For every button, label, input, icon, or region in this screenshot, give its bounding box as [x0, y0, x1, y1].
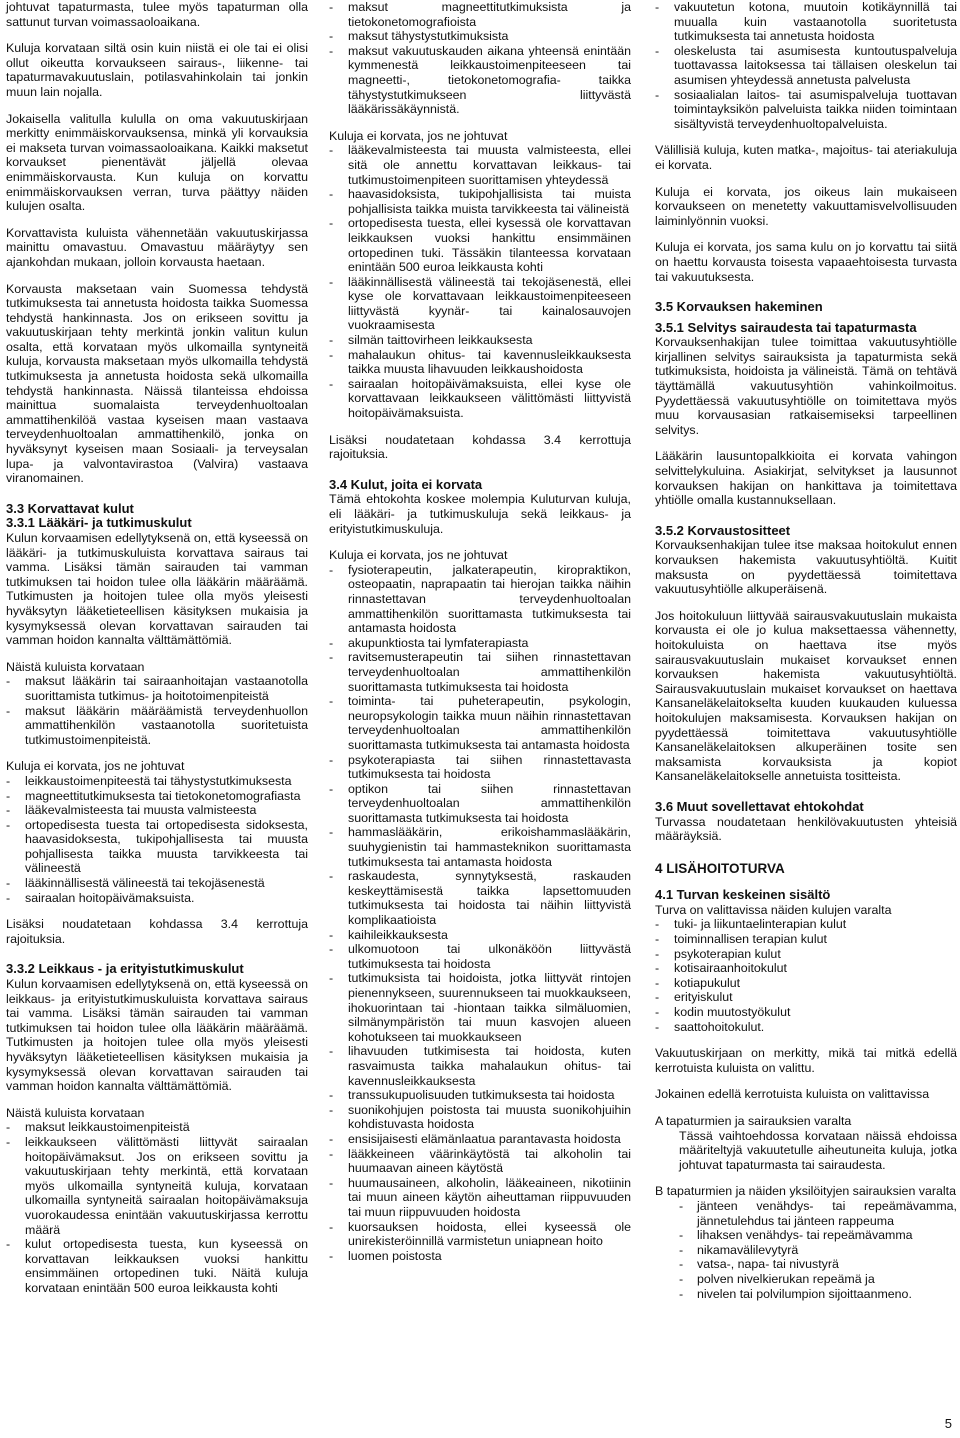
list-item: - jänteen venähdys- tai repeämävamma, jännetulehdus tai jänteen rappeuma [655, 1199, 957, 1228]
list-item: - nikamavälilevytyrä [655, 1243, 957, 1258]
list-item: - oleskelusta tai asumisesta kuntoutuspalveluja tuottavassa laitoksessa tai tällaisen oleskelun tai asumisen yhteydessä annetusta palvelusta [655, 44, 957, 88]
list-item: - toiminnallisen terapian kulut [655, 932, 957, 947]
paragraph: Korvattavista kuluista vähennetään vakuutuskirjassa mainittu omavastuu. Omavastuu määräytyy sen ajankohdan mukaan, jolloin korvausta haetaan. [6, 225, 308, 269]
list-item: - raskaudesta, synnytyksestä, raskauden keskeyttämisestä taikka lapsettomuuden tutkimuksesta tai hoidosta tai näihin liittyvistä komplikaatioista [329, 869, 631, 927]
list-item: - kuorsauksen hoidosta, ellei kyseessä ole unirekisteröinnillä varmistetun uniapnean hoito [329, 1220, 631, 1249]
paragraph: Kuluja ei korvata, jos ne johtuvat [6, 759, 185, 774]
section-heading-3-3: 3.3 Korvattavat kulut [6, 500, 134, 516]
paragraph: Jos hoitokuluun liittyvää sairausvakuutuslain mukaista korvausta ei ole jo kulua maksettaessa vähennetty, hoitokuluista on haettava itse myös sairausvakuutuslain mukaiset korvaukset ennen korvauksen hakemista vakuutusyhtiöltä. Sairausvakuutuslain mukaiset korvaukset on haettava Kansaneläkelaitokselta kuuden kuukauden kuluessa hoitokulujen maksamisesta. Korvauksen hakijan on pyydettäessä toimitettava vakuutusyhtiölle Kansaneläkelaitoksen alkuperäinen tosite sen maksamista korvauksista ja kopiot Kansaneläkelaitokselle annetuista tositteista. [655, 608, 957, 784]
list-item: - sairaalan hoitopäivämaksuista, ellei kyse ole korvattavaan leikkaukseen välittömästi liittyvistä hoitopäivämaksuista. [329, 377, 631, 421]
list-item: - sosiaalialan laitos- tai asumispalveluja tuottavan toimintayksikön palveluista taikka niiden toimintaan sisältyvistä terveydenhuoltopalveluista. [655, 88, 957, 132]
bullet-list [6, 1120, 308, 1295]
column-right [655, 0, 957, 1313]
paragraph: Näistä kuluista korvataan [6, 1105, 145, 1120]
list-item: - lääkevalmisteesta tai muusta valmisteesta [6, 803, 308, 818]
section-heading-3-3-2: 3.3.2 Leikkaus - ja erityistutkimuskulut [6, 961, 244, 977]
bullet-list [329, 0, 631, 117]
paragraph: Korvauksenhakijan tulee itse maksaa hoitokulut ennen korvauksen hakemista vakuutusyhtiöltä. Kuitit maksusta on pyydettäessä toimitettava vakuutusyhtiölle alkuperäisenä. [655, 538, 957, 597]
bullet-list [6, 774, 308, 905]
bullet-list [655, 917, 957, 1034]
paragraph: Jokainen edellä kerrotuista kuluista on valittavissa [655, 1087, 930, 1102]
list-item: - lihavuuden tutkimisesta tai hoidosta, kuten rasvaimusta taikka mahalaukun ohitus- tai kavennusleikkauksesta [329, 1044, 631, 1088]
list-item: - toiminta- tai puheterapeutin, psykologin, neuropsykologin taikka muun näihin rinnastettavan terveydenhuoltoalan ammattihenkilön suorittamasta tutkimuksesta tai antamasta hoidosta [329, 694, 631, 752]
list-item: - hammaslääkärin, erikoishammaslääkärin, suuhygienistin tai hammasteknikon suorittamasta tutkimuksesta tai antamasta hoidosta [329, 825, 631, 869]
list-item: - haavasidoksista, tukipohjallisista tai muista pohjallisista taikka muista tarvikkeesta tai välineistä [329, 187, 631, 216]
paragraph-indented: Tässä vaihtoehdossa korvataan näissä ehdoissa määriteltyjä vakuutetulle aiheutuneita kuluja, jotka johtuvat tapaturmasta tai sairaudesta. [679, 1128, 957, 1172]
list-item: - silmän taittovirheen leikkauksesta [329, 333, 631, 348]
list-item: - saattohoitokulut. [655, 1020, 957, 1035]
paragraph: Välillisiä kuluja, kuten matka-, majoitus- tai ateriakuluja ei korvata. [655, 143, 957, 172]
list-item: - kotiapukulut [655, 976, 957, 991]
list-item: - vatsa-, napa- tai nivustyrä [655, 1257, 957, 1272]
list-item: - erityiskulut [655, 990, 957, 1005]
list-item: - transsukupuolisuuden tutkimuksesta tai hoidosta [329, 1088, 631, 1103]
list-item: - huumausaineen, alkoholin, lääkeaineen, nikotiinin tai muun aineen käytön aiheuttaman riippuvuuden tai muun riippuvuuden hoidosta [329, 1176, 631, 1220]
list-item: - lääkkeineen väärinkäytöstä tai alkoholin tai huumaavan aineen käytöstä [329, 1147, 631, 1176]
paragraph: Kuluja ei korvata, jos ne johtuvat [329, 128, 508, 143]
list-item: - kulut ortopedisesta tuesta, kun kyseessä on korvattavan leikkauksen vuoksi hankittu ensimmäinen ortopedinen tuki. Näitä kuluja korvataan enintään 500 euroa leikkausta kohti [6, 1237, 308, 1295]
list-item: - leikkaukseen välittömästi liittyvät sairaalan hoitopäivämaksut. Jos on erikseen sovittu ja vakuutuskirjaan tehty merkintä, että korvataan myös ulkomailla syntyneitä kuluja, korvataan ulkomailla syntyneitä sairaalan hoitopäivämaksuja vuorokaudessa enintään vakuutuskirjassa kerrottu määrä [6, 1135, 308, 1237]
list-item: - kodin muutostyökulut [655, 1005, 957, 1020]
list-item: - maksut lääkärin määräämistä terveydenhuollon ammattihenkilön vastaanotolla suoritetuista tutkimustoimenpiteistä. [6, 704, 308, 748]
list-item: - ensisijaisesti elämänlaatua parantavasta hoidosta [329, 1132, 631, 1147]
list-item: - luomen poistosta [329, 1249, 631, 1264]
list-item: - tuki- ja liikuntaelinterapian kulut [655, 917, 957, 932]
list-item: - magneettitutkimuksesta tai tietokonetomografiasta [6, 789, 308, 804]
list-item: - suonikohjujen poistosta tai muusta suonikohjuihin kohdistuvasta hoidosta [329, 1103, 631, 1132]
section-heading-3-4: 3.4 Kulut, joita ei korvata [329, 476, 483, 492]
list-item: - maksut vakuutuskauden aikana yhteensä enintään kymmenestä leikkaustoimenpiteeseen tai magneetti-, tietokonetomografia- taikka tähystystutkimukseen liittyvästä lääkärissäkäynnistä. [329, 44, 631, 117]
list-item: - lääkinnällisestä välineestä tai tekojäsenestä, ellei kyse ole korvattavaan leikkaustoimenpiteeseen liittyvästä kyynär- tai kainalosauvojen vuokraamisesta [329, 275, 631, 333]
section-heading-3-5-1: 3.5.1 Selvitys sairaudesta tai tapaturmasta [655, 319, 917, 335]
section-heading-3-3-1: 3.3.1 Lääkäri- ja tutkimuskulut [6, 515, 192, 531]
list-item: - vakuutetun kotona, muutoin kotikäynnillä tai muualla kuin vastaanotolla suoritetusta tutkimuksesta tai annetusta hoidosta [655, 0, 957, 44]
paragraph: Kuluja korvataan siltä osin kuin niistä ei ole tai ei olisi ollut oikeutta korvaukseen sairaus-, liikenne- tai tapaturmavakuutuslain, potilasvahinkolain tai jonkin muun lain nojalla. [6, 41, 308, 99]
bullet-list [655, 0, 957, 131]
paragraph: Kulun korvaamisen edellytyksenä on, että kyseessä on leikkaus- ja erityistutkimuskuluista korvattava sairaus tai vamma. Lisäksi tämän sairauden tai vamman tutkimuksen tai hoidon tulee olla lääkärin määräämä. Tutkimusten ja hoitojen tulee olla myös yleisesti hyväksytyn lääketieteellisen käsityksen mukaisia ja kysymyksessä olevan korvattavan sairauden tai vamman hoidon kannalta välttämättömiä. [6, 977, 308, 1094]
paragraph: Lääkärin lausuntopalkkioita ei korvata vahingon selvittelykuluina. Asiakirjat, selvitykset ja lausunnot korvauksen hakijan on hankittava ja toimitettava yhtiölle omalla kustannuksellaan. [655, 449, 957, 508]
list-item: - lihaksen venähdys- tai repeämävamma [655, 1228, 957, 1243]
list-item: - sairaalan hoitopäivämaksuista. [6, 891, 308, 906]
list-item: - ortopedisesta tuesta tai ortopedisesta sidoksesta, haavasidoksesta, tukipohjallisesta tai muusta pohjallisesta taikka muusta tarvikkeesta tai välineestä [6, 818, 308, 876]
paragraph: Jokaisella valitulla kululla on oma vakuutuskirjaan merkitty enimmäiskorvauksensa, minkä yli korvauksia ei makseta turvan voimassaoloaikana. Kaikki maksetut korvaukset pienentävät jäljellä olevaa enimmäiskorvausta. Kun kuluja on korvattu enimmäiskorvauksen verran, turva päättyy näiden kulujen osalta. [6, 111, 308, 214]
page-number: 5 [944, 1416, 952, 1432]
chapter-heading-4: 4 LISÄHOITOTURVA [655, 860, 785, 876]
section-heading-3-5: 3.5 Korvauksen hakeminen [655, 299, 823, 315]
list-item: - tutkimuksista tai hoidoista, jotka liittyvät rintojen pienennykseen, suurennukseen tai muokkaukseen, ihokuorintaan tai -hiontaan taikka silmäluomien, silmänympäristön tai muun kasvojen alueen kohotukseen tai muokkaukseen [329, 971, 631, 1044]
section-heading-3-5-2: 3.5.2 Korvaustositteet [655, 522, 791, 538]
paragraph: Turvassa noudatetaan henkilövakuutusten yhteisiä määräyksiä. [655, 814, 957, 844]
list-item: - lääkevalmisteesta tai muusta valmisteesta, ellei sitä ole annettu korvattavan leikkaus- tai tutkimustoimenpiteen suorittamisen yhteydessä [329, 143, 631, 187]
list-item: - ulkomuotoon tai ulkonäköön liittyvästä tutkimuksesta tai hoidosta [329, 942, 631, 971]
list-item: - optikon tai siihen rinnastettavan terveydenhuoltoalan ammattihenkilön suorittamasta tutkimuksesta tai hoidosta [329, 782, 631, 826]
list-item: - maksut leikkaustoimenpiteistä [6, 1120, 308, 1135]
paragraph: Lisäksi noudatetaan kohdassa 3.4 kerrottuja rajoituksia. [329, 432, 631, 462]
section-heading-3-6: 3.6 Muut sovellettavat ehtokohdat [655, 798, 864, 814]
bullet-list [655, 1199, 957, 1301]
paragraph: Näistä kuluista korvataan [6, 659, 145, 674]
paragraph: Kuluja ei korvata, jos oikeus lain mukaiseen korvaukseen on menetetty vakuuttamisvelvollisuuden laiminlyönnin vuoksi. [655, 184, 957, 228]
list-item: - psykoterapian kulut [655, 947, 957, 962]
section-heading-4-1: 4.1 Turvan keskeinen sisältö [655, 887, 831, 903]
list-item: - akupunktiosta tai lymfaterapiasta [329, 636, 631, 651]
paragraph: Kuluja ei korvata, jos sama kulu on jo korvattu tai siitä on haettu korvausta toisesta vapaaehtoisesta turvasta tai vakuutuksesta. [655, 240, 957, 284]
paragraph: Korvauksenhakijan tulee toimittaa vakuutusyhtiölle kirjallinen selvitys sairauksista ja tapaturmista sekä tutkimuksista, hoidoista ja välineistä. Tämä on tehtävä täyttämällä vakuutusyhtiön vahinkoilmoitus. Pyydettäessä vakuutusyhtiölle on toimitettava myös muu korvausasian ratkaisemiseksi tarpeellinen selvitys. [655, 335, 957, 437]
list-item: - mahalaukun ohitus- tai kavennusleikkauksesta taikka muusta lihavuuden leikkaushoidosta [329, 348, 631, 377]
paragraph: B tapaturmien ja näiden yksilöityjen sairauksien varalta [655, 1184, 956, 1199]
list-item: - lääkinnällisestä välineestä tai tekojäsenestä [6, 876, 308, 891]
list-item: - maksut tähystystutkimuksista [329, 29, 631, 44]
list-item: - psykoterapiasta tai siihen rinnastettavasta tutkimuksesta tai hoidosta [329, 753, 631, 782]
list-item: - nivelen tai polvilumpion sijoittaanmeno. [655, 1287, 957, 1302]
list-item: - kaihileikkauksesta [329, 928, 631, 943]
paragraph: johtuvat tapaturmasta, tulee myös tapaturman olla sattunut turvan voimassaoloaikana. [6, 0, 308, 29]
list-item: - kotisairaanhoitokulut [655, 961, 957, 976]
paragraph: A tapaturmien ja sairauksien varalta [655, 1114, 852, 1128]
bullet-list [329, 143, 631, 420]
list-item: - fysioterapeutin, jalkaterapeutin, kiropraktikon, osteopaatin, naprapaatin tai hierojan taikka näihin rinnastettavan terveydenhuoltoalan ammattihenkilön suorittamasta tutkimuksesta tai antamasta hoidosta [329, 563, 631, 636]
paragraph: Turva on valittavissa näiden kulujen varalta [655, 902, 892, 917]
list-item: - polven nivelkierukan repeämä ja [655, 1272, 957, 1287]
column-middle [329, 0, 631, 1275]
list-item: - ravitsemusterapeutin tai siihen rinnastettavan terveydenhuoltoalan ammattihenkilön suorittamasta tutkimuksesta tai hoidosta [329, 650, 631, 694]
paragraph: Kuluja ei korvata, jos ne johtuvat [329, 548, 508, 563]
bullet-list [329, 563, 631, 1264]
list-item: - maksut magneettitutkimuksista ja tietokonetomografioista [329, 0, 631, 29]
column-left [6, 0, 308, 1308]
list-item: - ortopedisesta tuesta, ellei kysessä ole korvattavan leikkauksen vuoksi hankittu ensimmäinen ortopedinen tuki. Tässäkin tilanteessa korvataan enintään 500 euroa leikkausta kohti [329, 216, 631, 274]
paragraph: Kulun korvaamisen edellytyksenä on, että kyseessä on lääkäri- ja tutkimuskuluista korvattava sairaus tai vamma. Lisäksi tämän sairauden tai vamman tutkimuksen tai hoidon tulee olla lääkärin määräämä. Tutkimusten ja hoitojen tulee olla myös yleisesti hyväksytyn lääketieteellisen käsityksen mukaisia ja kysymyksessä olevan korvattavan sairauden tai vamman hoidon kannalta välttämättömiä. [6, 531, 308, 648]
paragraph: Korvausta maksetaan vain Suomessa tehdystä tutkimuksesta tai annetusta hoidosta taikka Suomessa tehdystä hankinnasta. Jos on erikseen sovittu ja vakuutuskirjaan tehty merkintä jonkin valitun kulun osalta, että korvataan myös ulkomailla syntyneitä kuluja, korvausta maksetaan myös ulkomailla tehdystä tutkimuksesta ja annetusta hoidosta sekä ulkomailla tehdystä hankinnasta. Näissä tilanteissa ehdoissa mainittua suomalaista terveydenhuoltoalan ammattihenkilöä vastaa kyseisen maan vastaava terveydenhuoltoalan ammattihenkilö, jonka on hyväksynyt kyseisen maan Sosiaali- ja terveysalan lupa- ja valvontavirastoa (Valvira) vastaava viranomainen. [6, 281, 308, 486]
paragraph: Lisäksi noudatetaan kohdassa 3.4 kerrottuja rajoituksia. [6, 917, 308, 946]
paragraph: Vakuutuskirjaan on merkitty, mikä tai mitkä edellä kerrotuista kuluista on valittu. [655, 1046, 957, 1075]
list-item: - leikkaustoimenpiteestä tai tähystystutkimuksesta [6, 774, 308, 789]
bullet-list [6, 674, 308, 747]
paragraph: Tämä ehtokohta koskee molempia Kuluturvan kuluja, eli lääkäri- ja tutkimuskuluja sekä leikkaus- ja erityistutkimuskuluja. [329, 492, 631, 536]
list-item: - maksut lääkärin tai sairaanhoitajan vastaanotolla suorittamista tutkimus- ja hoitotoimenpiteistä [6, 674, 308, 703]
